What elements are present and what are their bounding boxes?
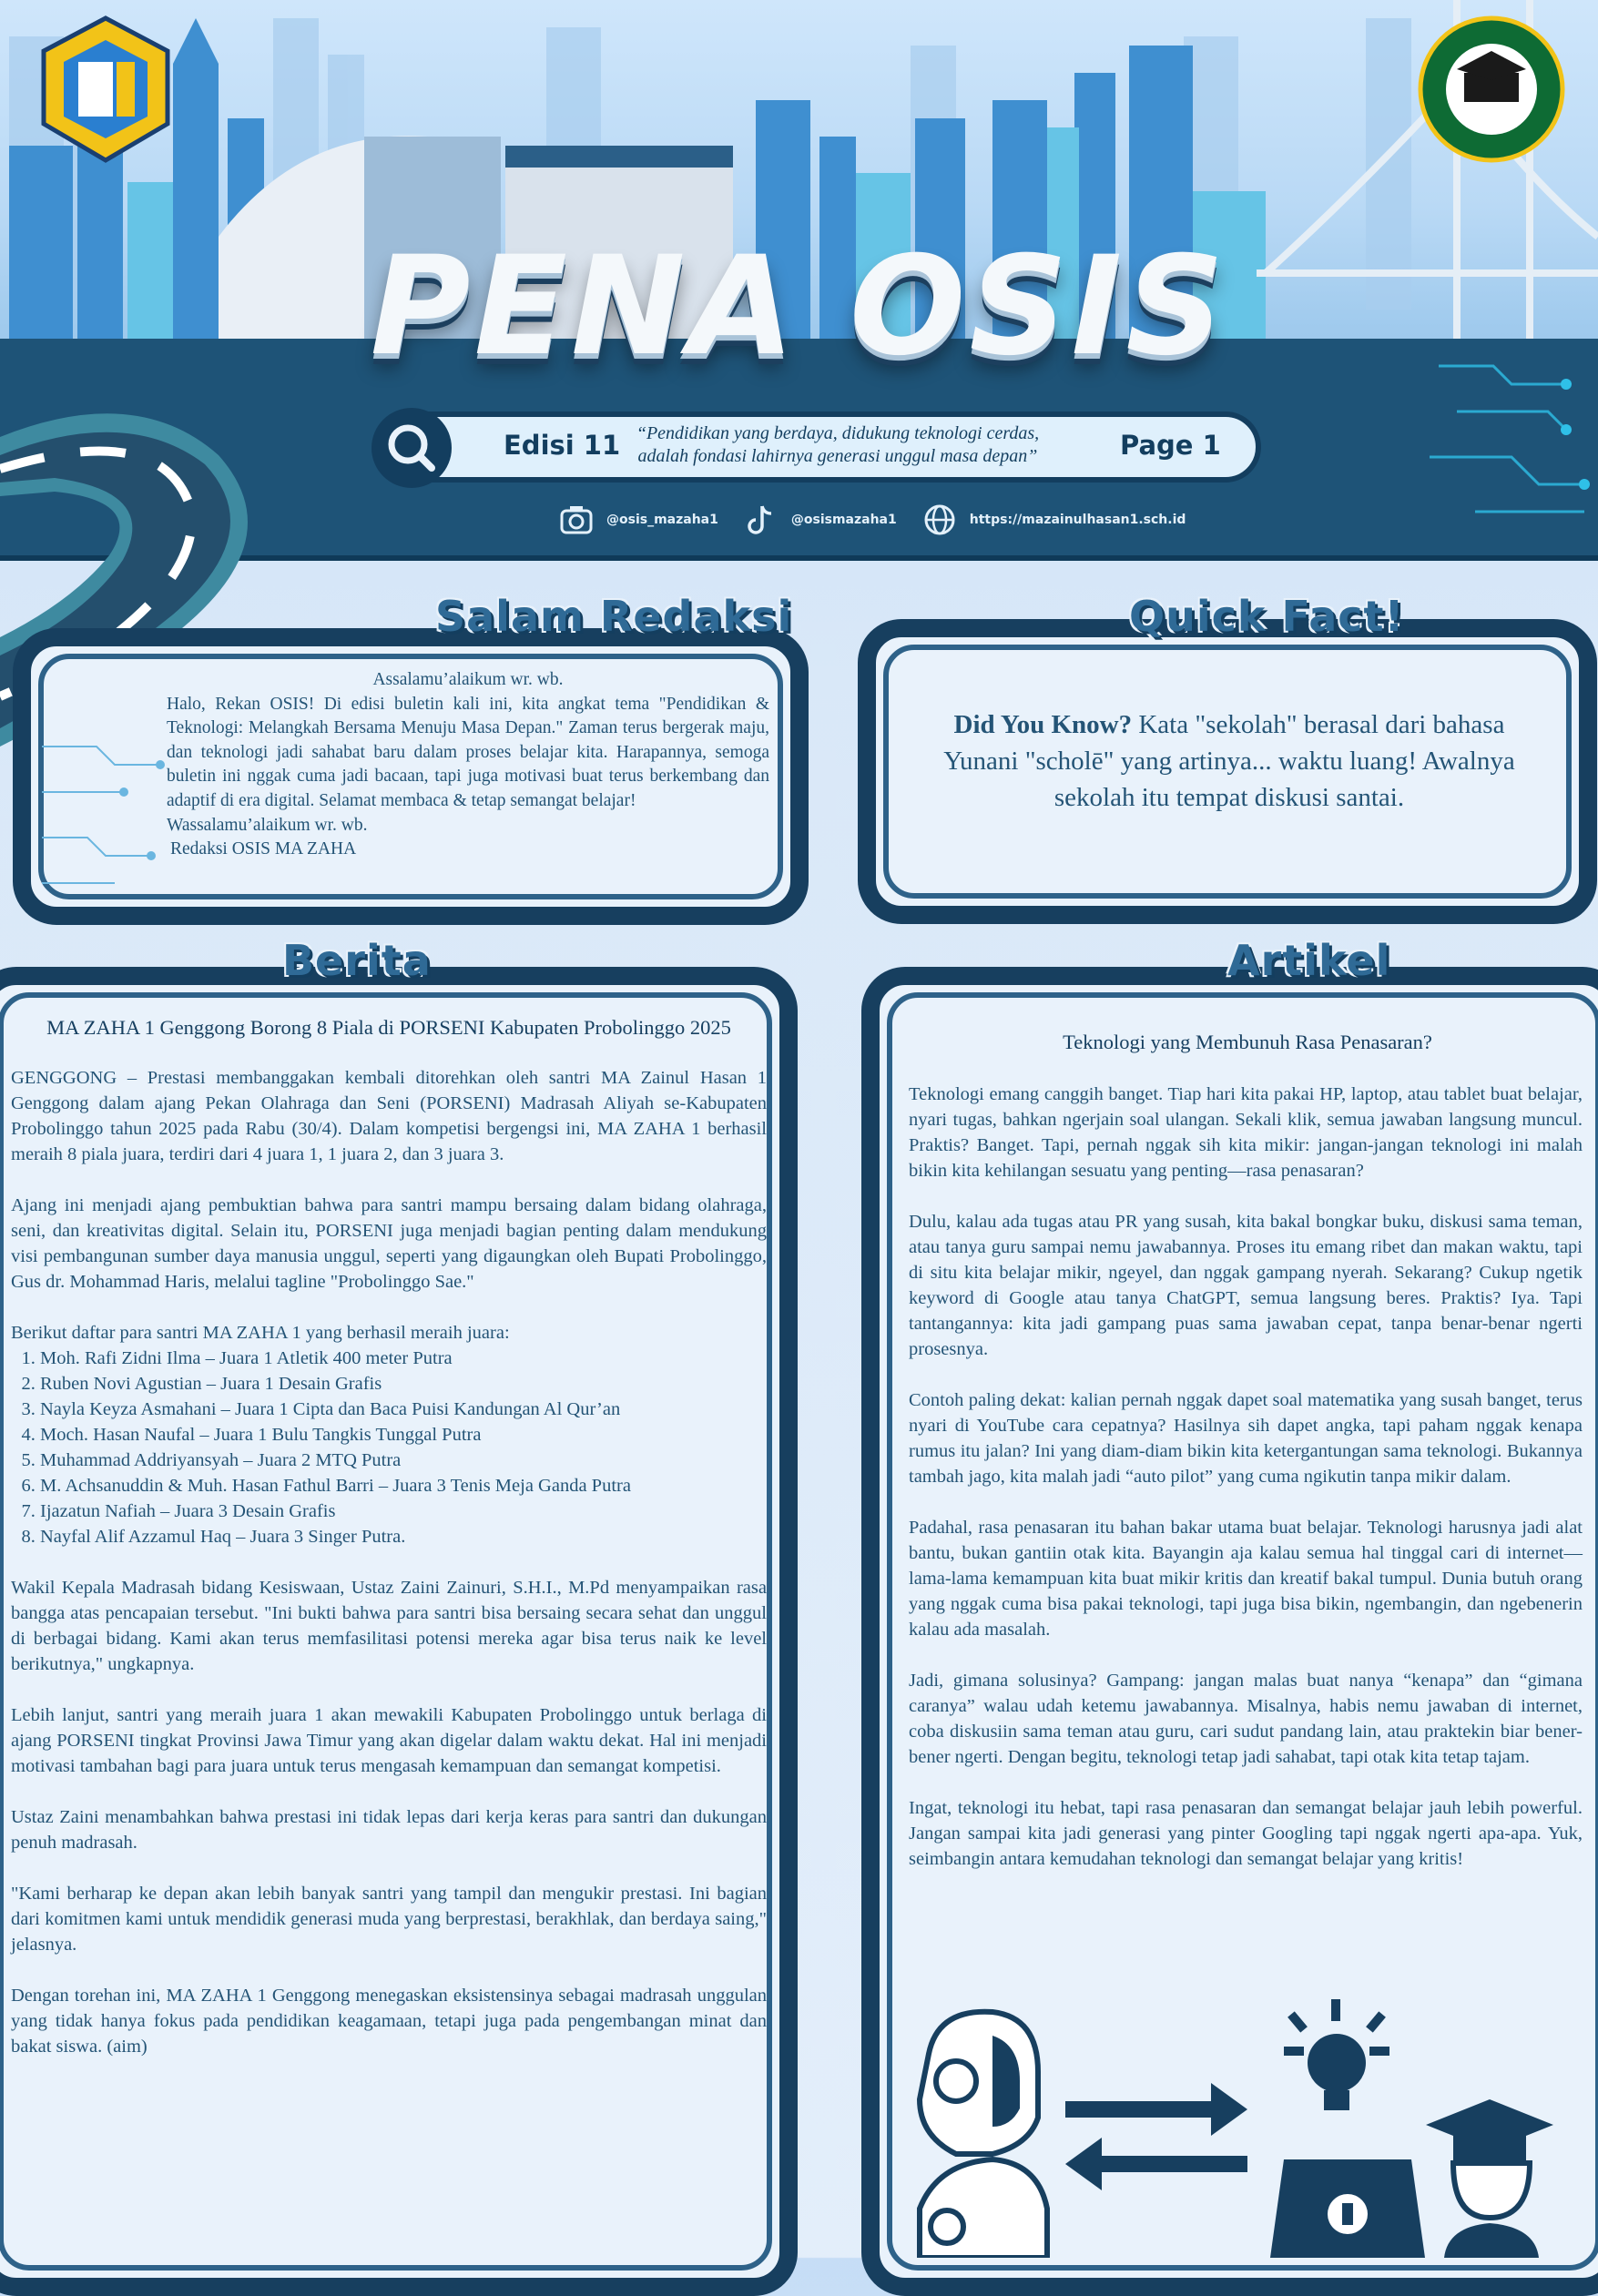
- quick-fact-lead: Did You Know?: [953, 710, 1133, 739]
- list-item: 5. Muhammad Addriyansyah – Juara 2 MTQ Putra: [40, 1448, 767, 1473]
- laptop-icon: [1270, 2159, 1425, 2258]
- berita-paragraph: Ajang ini menjadi ajang pembuktian bahwa para santri mampu bersaing dalam bidang olahraga, seni, dan kreativitas digital. Selain itu, PORSENI juga menjadi bagian penting dalam mendukung visi pembangunan sumber daya manusia unggul, seperti yang digaungkan oleh Bupati Probolinggo, Gus dr. Mohammad Haris, melalui tagline "Probolinggo Sae.": [11, 1195, 767, 1292]
- circuit-decoration-left: [42, 719, 169, 901]
- artikel-paragraph: Ingat, teknologi itu hebat, tapi rasa penasaran dan semangat belajar jauh lebih powerful. Jangan sampai kita jadi generasi yang pinter Googling tapi nggak ngerti apa-apa. Yuk, seimbangin antara kemudahan teknologi dan semangat belajar yang kritis!: [909, 1798, 1583, 1869]
- berita-paragraph: "Kami berharap ke depan akan lebih banyak santri yang tampil dan mengukir prestasi. Ini bagian dari komitmen kami untuk mendidik generasi muda yang berprestasi, berakhlak, dan berdaya saing," jelasnya.: [11, 1884, 767, 1955]
- instagram-handle[interactable]: @osis_mazaha1: [606, 513, 718, 527]
- berita-article: [11, 1065, 767, 2085]
- artikel-paragraph: Jadi, gimana solusinya? Gampang: jangan malas buat nanya “kenapa” dan “gimana caranya” walau udah ketemu jawabannya. Misalnya, habis nemu jawaban di internet, coba diskusiin sama teman atau guru, cari sudut pandang lain, atau praktekin biar bener-bener ngerti. Dengan begitu, teknologi tetap jadi sahabat, tapi otak kita tetap tajam.: [909, 1671, 1583, 1767]
- website-link[interactable]: https://mazainulhasan1.sch.id: [969, 513, 1186, 527]
- list-item: 7. Ijazatun Nafiah – Juara 3 Desain Grafis: [40, 1498, 767, 1524]
- berita-paragraph: Dengan torehan ini, MA ZAHA 1 Genggong menegaskan eksistensinya sebagai madrasah unggulan yang tidak hanya fokus pada pendidikan keagamaan, tetapi juga pada pengembangan minat dan bakat siswa. (aim): [11, 1986, 767, 2057]
- page-number: Page 1: [1120, 430, 1221, 461]
- artikel-headline: Teknologi yang Membunuh Rasa Penasaran?: [1063, 1031, 1432, 1053]
- artikel-paragraph: Dulu, kalau ada tugas atau PR yang susah, kita bakal bongkar buku, diskusi sama teman, atau tanya guru sampai nemu jawabannya. Proses itu emang ribet dan makan waktu, tapi di situ kita belajar mikir, ngeyel, dan nggak gampang nyerah. Sekarang? Cukup ngetik keyword di Google atau tanya ChatGPT, semua langsung beres. Praktis? Iya. Tapi tantangannya: kita jadi gampang puas sama jawaban cepat, tanpa benar-benar ngerti prosesnya.: [909, 1212, 1583, 1359]
- berita-paragraph: Wakil Kepala Madrasah bidang Kesiswaan, Ustaz Zaini Zainuri, S.H.I., M.Pd menyampaikan rasa bangga atas pencapaian tersebut. "Ini bukti bahwa para santri bisa bersaing secara sehat dan unggul di berbagai bidang. Kami akan terus memfasilitasi potensi mereka agar bisa terus naik ke level berikutnya," ungkapnya.: [11, 1578, 767, 1674]
- artikel-title: Artikel: [1227, 936, 1391, 985]
- berita-paragraph: Lebih lanjut, santri yang meraih juara 1 akan mewakili Kabupaten Probolinggo untuk berlaga di ajang PORSENI tingkat Provinsi Jawa Timur yang akan digelar dalam waktu dekat. Hal ini menjadi motivasi tambahan bagi para juara untuk terus mengasah kemampuan dan semangat kompetisi.: [11, 1705, 767, 1776]
- tagline: “Pendidikan yang berdaya, didukung teknologi cerdas, adalah fondasi lahirnya generasi unggul masa depan”: [636, 423, 1040, 466]
- berita-paragraph: Ustaz Zaini menambahkan bahwa prestasi ini tidak lepas dari kerja keras para santri dan dukungan penuh madrasah.: [11, 1807, 767, 1853]
- ai-learning-illustration: [901, 1999, 1575, 2258]
- artikel-paragraph: Padahal, rasa penasaran itu bahan bakar utama buat belajar. Teknologi harusnya jadi alat bantu, bukan gantiin otak kita. Bayangin aja kalau semua hal tinggal cari di internet—lama-lama kemampuan kita buat mikir kritis dan kreatif bakal tumpul. Dunia butuh orang yang nggak cuma bisa pakai teknologi, tapi juga bisa bikin, ngembangin, dan ngebenerin kalau ada masalah.: [909, 1518, 1583, 1640]
- list-item: 2. Ruben Novi Agustian – Juara 1 Desain Grafis: [40, 1371, 767, 1397]
- quick-fact-title: Quick Fact!: [1129, 592, 1405, 641]
- list-item: 4. Moch. Hasan Naufal – Juara 1 Bulu Tangkis Tunggal Putra: [40, 1422, 767, 1448]
- edition-number: Edisi 11: [504, 430, 621, 461]
- madrasah-logo-left: [31, 15, 180, 164]
- list-item: 8. Nayfal Alif Azzamul Haq – Juara 3 Singer Putra.: [40, 1524, 767, 1549]
- berita-title: Berita: [282, 936, 432, 985]
- lightbulb-icon: [1284, 1999, 1389, 2110]
- berita-headline: MA ZAHA 1 Genggong Borong 8 Piala di PORSENI Kabupaten Probolinggo 2025: [46, 1016, 731, 1039]
- salam-signature: Redaksi OSIS MA ZAHA: [170, 839, 357, 859]
- osis-logo-right: [1417, 15, 1566, 164]
- list-item: 1. Moh. Rafi Zidni Ilma – Juara 1 Atletik 400 meter Putra: [40, 1346, 767, 1371]
- masthead-title: PENA OSIS: [370, 228, 1228, 386]
- artikel-paragraph: Contoh paling dekat: kalian pernah nggak dapet soal matematika yang susah banget, terus nyari di YouTube cara cepatnya? Hasilnya sih dapet angka, tapi paham nggak kenapa rumus itu jalan? Ini yang diam-diam bikin kita ketergantungan sama teknologi. Bukannya tambah jago, kita malah jadi “auto pilot” yang cuma ngikutin tanpa mikir dalam.: [909, 1390, 1583, 1487]
- salam-closing: Wassalamu’alaikum wr. wb.: [167, 815, 368, 835]
- quick-fact-body: Kata "sekolah" berasal dari bahasa Yunani "scholē" yang artinya... waktu luang! Awalnya sekolah itu tempat diskusi santai.: [943, 710, 1515, 812]
- artikel-article: [909, 1082, 1583, 1897]
- salam-greeting: Assalamu’alaikum wr. wb.: [372, 670, 564, 689]
- quick-fact-text: [929, 706, 1530, 816]
- salam-redaksi-title: Salam Redaksi: [435, 592, 793, 641]
- camera-icon: [559, 503, 594, 537]
- search-icon: [372, 408, 452, 488]
- globe-icon: [922, 503, 957, 537]
- berita-paragraph: GENGGONG – Prestasi membanggakan kembali ditorehkan oleh santri MA Zainul Hasan 1 Genggong dalam ajang Pekan Olahraga dan Seni (PORSENI) Madrasah Aliyah se-Kabupaten Probolinggo tahun 2025 pada Rabu (30/4). Dalam kompetisi bergengsi ini, MA ZAHA 1 berhasil meraih 8 piala juara, terdiri dari 4 juara 1, 1 juara 2, dan 3 juara 3.: [11, 1068, 767, 1164]
- list-item: 6. M. Achsanuddin & Muh. Hasan Fathul Barri – Juara 3 Tenis Meja Ganda Putra: [40, 1473, 767, 1498]
- salam-redaksi-text: [167, 668, 769, 862]
- robot-icon: [920, 2012, 1047, 2258]
- tiktok-icon: [744, 503, 779, 537]
- tiktok-handle[interactable]: @osismazaha1: [790, 513, 897, 527]
- social-links: [559, 503, 1186, 537]
- berita-list-intro: Berikut daftar para santri MA ZAHA 1 yang berhasil meraih juara:: [11, 1323, 510, 1343]
- winners-list: [11, 1346, 767, 1549]
- exchange-arrows-icon: [1065, 2083, 1247, 2190]
- artikel-paragraph: Teknologi emang canggih banget. Tiap hari kita pakai HP, laptop, atau tablet buat belajar, nyari tugas, bahkan ngerjain soal ulangan. Sekali klik, semua jawaban langsung muncul. Praktis? Banget. Tapi, pernah nggak sih kita mikir: jangan-jangan teknologi ini malah bikin kita kehilangan sesuatu yang penting—rasa penasaran?: [909, 1084, 1583, 1181]
- student-graduate-icon: [1426, 2099, 1553, 2258]
- salam-body: Halo, Rekan OSIS! Di edisi buletin kali ini, kita angkat tema "Pendidikan & Teknologi: Melangkah Bersama Menuju Masa Depan." Zaman terus bergerak maju, dan teknologi jadi sahabat baru dalam proses belajar kita. Harapannya, semoga buletin ini nggak cuma jadi bacaan, tapi juga motivasi buat terus berkembang dan adaptif di era digital. Selamat membaca & tetap semangat belajar!: [167, 694, 769, 810]
- list-item: 3. Nayla Keyza Asmahani – Juara 1 Cipta dan Baca Puisi Kandungan Al Qur’an: [40, 1397, 767, 1422]
